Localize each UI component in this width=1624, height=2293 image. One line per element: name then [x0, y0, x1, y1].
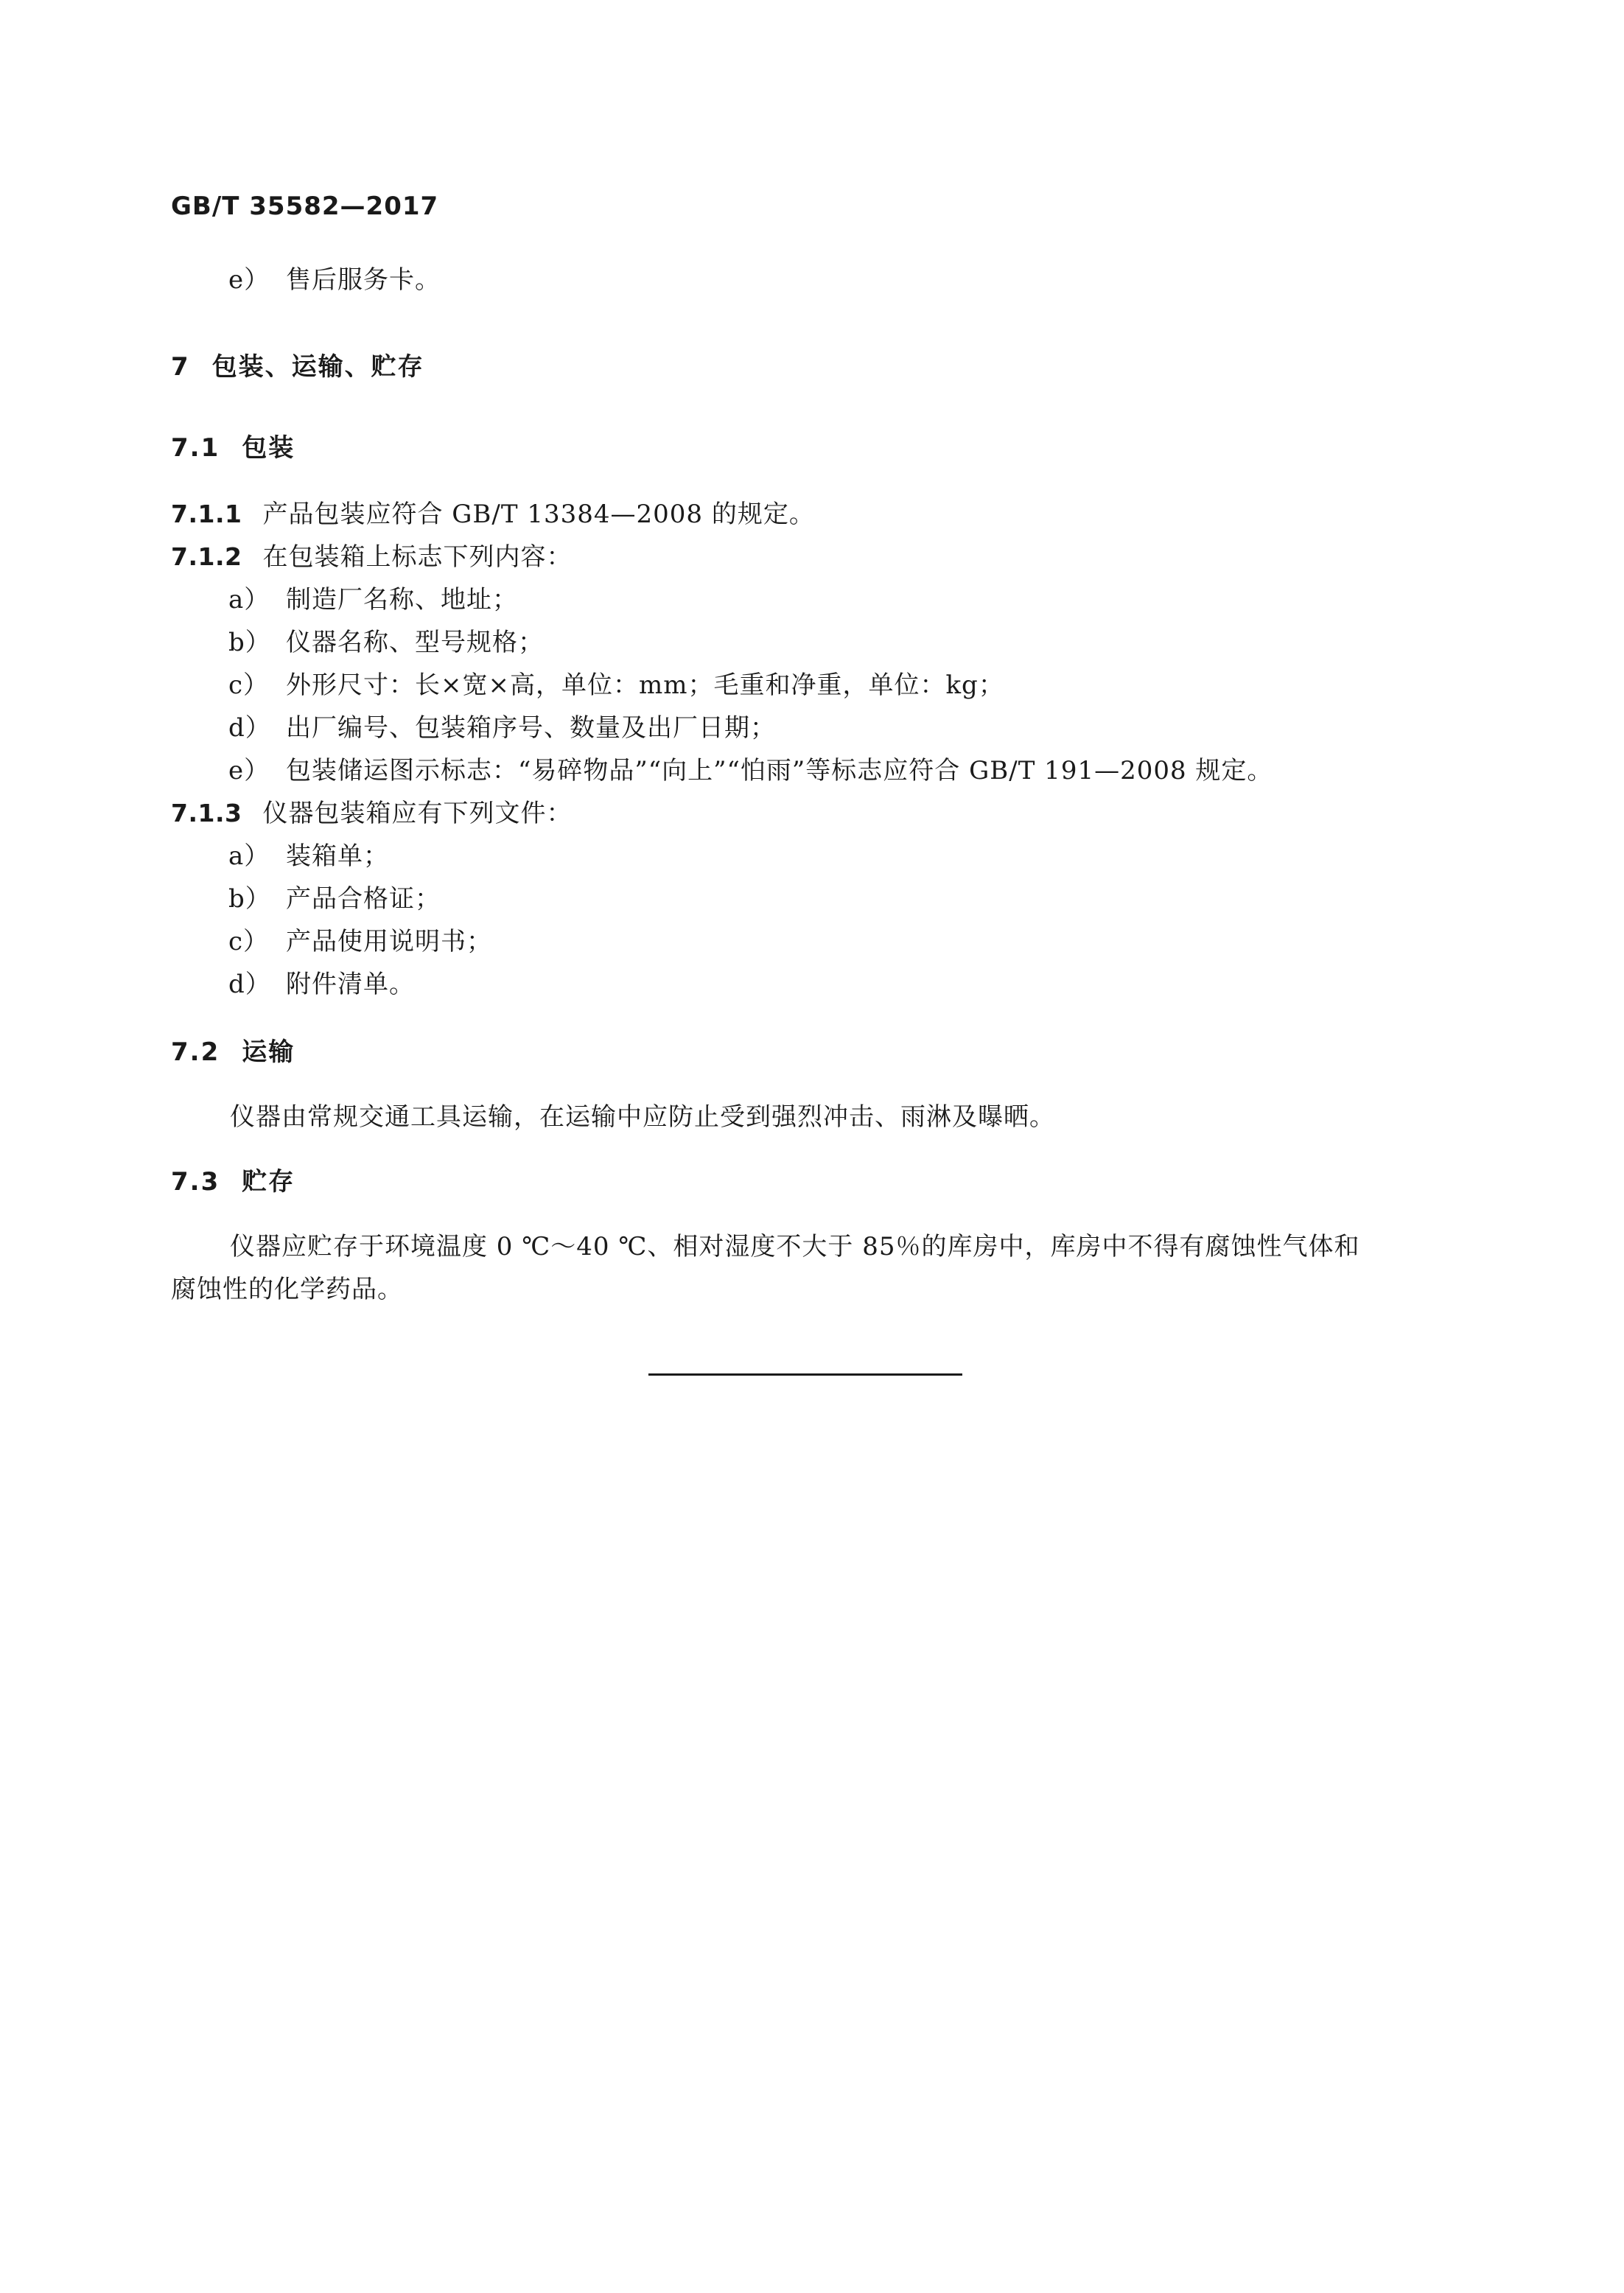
list-item [228, 669, 1004, 701]
section-title: 贮存 [242, 1167, 295, 1197]
list-item-label: a） [228, 585, 270, 615]
list-item-text: 装箱单； [286, 841, 389, 871]
list-item-label: c） [228, 671, 270, 700]
clause-text: 产品包装应符合 GB/T 13384—2008 的规定。 [262, 500, 815, 529]
list-item-text: 产品使用说明书； [286, 927, 492, 956]
section-number: 7.3 [171, 1167, 220, 1197]
list-item [228, 626, 544, 659]
list-item-label: b） [228, 884, 271, 914]
list-item-text: 外形尺寸：长×宽×高，单位：mm；毛重和净重，单位：kg； [286, 671, 1004, 700]
list-item-label: b） [228, 628, 271, 657]
list-item-text: 出厂编号、包装箱序号、数量及出厂日期； [286, 713, 776, 743]
clause-7-1-1 [171, 498, 815, 531]
list-item-text: 包装储运图示标志：“易碎物品”“向上”“怕雨”等标志应符合 GB/T 191—2008 规定。 [286, 756, 1273, 785]
section-title: 运输 [242, 1037, 295, 1067]
clause-number: 7.1.2 [171, 542, 242, 571]
clause-7-1-3 [171, 797, 572, 830]
paragraph: 仪器由常规交通工具运输，在运输中应防止受到强烈冲击、雨淋及曝晒。 [230, 1102, 1055, 1132]
section-heading-7-1 [171, 432, 295, 464]
list-item-label: d） [228, 970, 271, 999]
page-header-doc-number: GB/T 35582—2017 [171, 192, 439, 221]
end-of-document-rule [648, 1373, 962, 1376]
clause-text: 仪器包装箱应有下列文件： [262, 799, 573, 828]
list-item [228, 968, 415, 1001]
section-heading-7-3 [171, 1166, 295, 1198]
list-item-label: a） [228, 841, 270, 871]
paragraph-line: 腐蚀性的化学药品。 [171, 1275, 403, 1304]
section-number: 7.2 [171, 1037, 220, 1067]
section-heading-7 [171, 351, 424, 383]
section-title: 包装 [242, 433, 295, 463]
list-item [228, 755, 1273, 787]
list-item-text: 附件清单。 [286, 970, 415, 999]
section-heading-7-2 [171, 1036, 295, 1068]
section-title: 包装、运输、贮存 [211, 352, 424, 382]
section-number: 7 [171, 352, 190, 382]
list-item [228, 883, 441, 915]
list-item [228, 925, 492, 958]
list-item-label: e） [228, 265, 270, 295]
list-item [228, 712, 776, 744]
section-number: 7.1 [171, 433, 220, 463]
paragraph-line: 仪器应贮存于环境温度 0 ℃～40 ℃、相对湿度不大于 85％的库房中，库房中不得有腐蚀性气体和 [230, 1232, 1360, 1261]
list-item-text: 制造厂名称、地址； [286, 585, 518, 615]
clause-number: 7.1.3 [171, 799, 242, 827]
list-item-label: c） [228, 927, 270, 956]
list-item-label: e） [228, 756, 270, 785]
list-item [228, 584, 518, 616]
list-item-label: d） [228, 713, 271, 743]
clause-7-1-2 [171, 541, 572, 573]
list-item-text: 仪器名称、型号规格； [286, 628, 544, 657]
list-item [228, 840, 389, 872]
clause-number: 7.1.1 [171, 500, 242, 528]
list-item [228, 264, 441, 296]
list-item-text: 售后服务卡。 [286, 265, 441, 295]
list-item-text: 产品合格证； [286, 884, 441, 914]
clause-text: 在包装箱上标志下列内容： [262, 542, 573, 572]
